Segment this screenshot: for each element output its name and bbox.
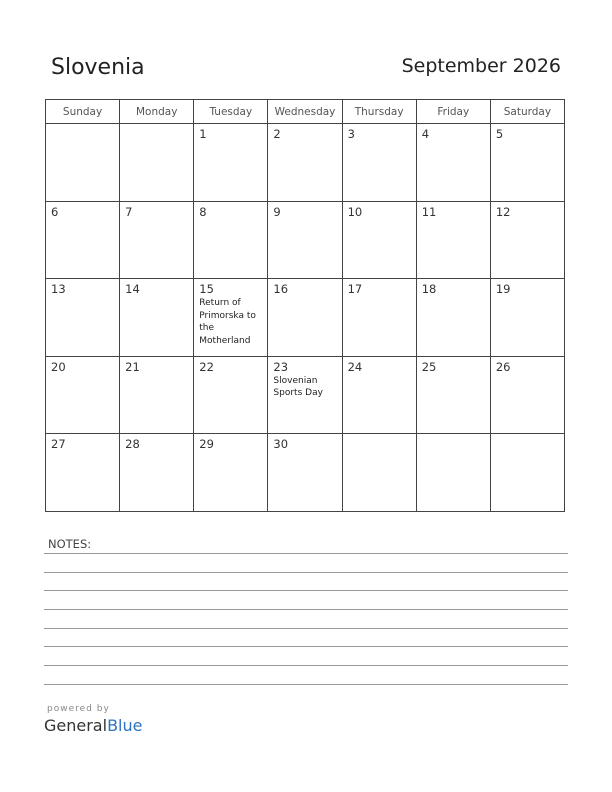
day-cell [46,434,120,512]
day-number: 13 [51,282,66,297]
day-number: 18 [421,282,437,297]
day-number: 9 [273,204,281,219]
day-number: 1 [199,127,207,141]
notes-line [44,665,568,666]
notes-line [44,628,568,629]
day-cell [416,356,490,434]
notes-line [44,553,568,554]
day-cell [342,356,416,434]
weekday-header-row [46,100,565,124]
day-cell [268,201,342,279]
notes-label: NOTES: [48,537,92,551]
day-cell [46,201,120,279]
day-number: 7 [125,204,133,219]
weekday-sunday: Sunday [46,100,120,124]
day-cell [490,356,564,434]
day-cell [120,434,194,512]
day-number: 24 [347,359,363,374]
day-cell [490,279,564,357]
day-cell [268,279,342,357]
weekday-wednesday: Wednesday [268,100,342,124]
day-number: 26 [495,359,511,374]
day-number: 10 [347,204,363,219]
day-number: 8 [199,204,207,219]
day-number: 27 [51,437,66,452]
day-cell [416,279,490,357]
day-number: 4 [421,127,430,141]
notes-line [44,572,568,573]
day-number: 20 [51,359,66,374]
day-number: 21 [125,359,140,374]
brand-general-text: General [44,716,108,735]
country-title: Slovenia [51,55,145,80]
day-number: 15 [199,282,214,297]
day-number: 17 [347,282,363,297]
day-cell [120,124,194,202]
day-cell [490,201,564,279]
day-cell [194,279,268,357]
day-number: 23 [273,359,289,374]
weekday-thursday: Thursday [342,100,416,124]
day-cell [416,124,490,202]
day-cell [416,434,490,512]
weekday-tuesday: Tuesday [194,100,268,124]
notes-line [44,684,568,685]
notes-line [44,590,568,591]
day-number: 16 [273,282,289,297]
brand-blue-text: Blue [107,716,143,735]
day-cell [120,356,194,434]
calendar-grid [45,99,565,512]
week-row-4 [46,356,565,434]
holiday-label: Slovenian Sports Day [273,375,323,399]
day-cell [120,279,194,357]
day-number: 30 [273,437,289,452]
day-cell [416,201,490,279]
day-cell [342,124,416,202]
day-cell [46,124,120,202]
weekday-monday: Monday [120,100,194,124]
day-cell [342,279,416,357]
day-cell [194,201,268,279]
day-cell [268,356,342,434]
day-cell [194,356,268,434]
weekday-saturday: Saturday [490,100,564,124]
day-number: 14 [125,282,140,297]
day-number: 5 [495,127,504,141]
brand-logo [44,716,142,735]
week-row-1 [46,124,565,202]
day-number: 12 [495,204,511,219]
weekday-friday: Friday [416,100,490,124]
powered-by-label: powered by [47,704,110,714]
day-cell [268,434,342,512]
week-row-5 [46,434,565,512]
week-row-2 [46,201,565,279]
day-number: 6 [51,204,59,219]
notes-line [44,609,568,610]
day-cell [46,279,120,357]
day-number: 3 [347,127,355,141]
notes-line [44,646,568,647]
day-cell [490,124,564,202]
day-number: 29 [199,437,214,452]
day-cell [194,434,268,512]
holiday-label: Return of Primorska to the Motherland [199,298,256,346]
day-number: 28 [125,437,140,452]
day-number: 2 [273,127,281,141]
month-year-title: September 2026 [401,55,561,77]
day-cell [120,201,194,279]
day-number: 25 [421,359,437,374]
day-cell [342,434,416,512]
day-cell [46,356,120,434]
day-number: 19 [495,282,511,297]
day-number: 22 [199,359,214,374]
day-cell [194,124,268,202]
day-cell [268,124,342,202]
day-cell [342,201,416,279]
week-row-3 [46,279,565,357]
day-number: 11 [421,204,437,219]
day-cell [490,434,564,512]
